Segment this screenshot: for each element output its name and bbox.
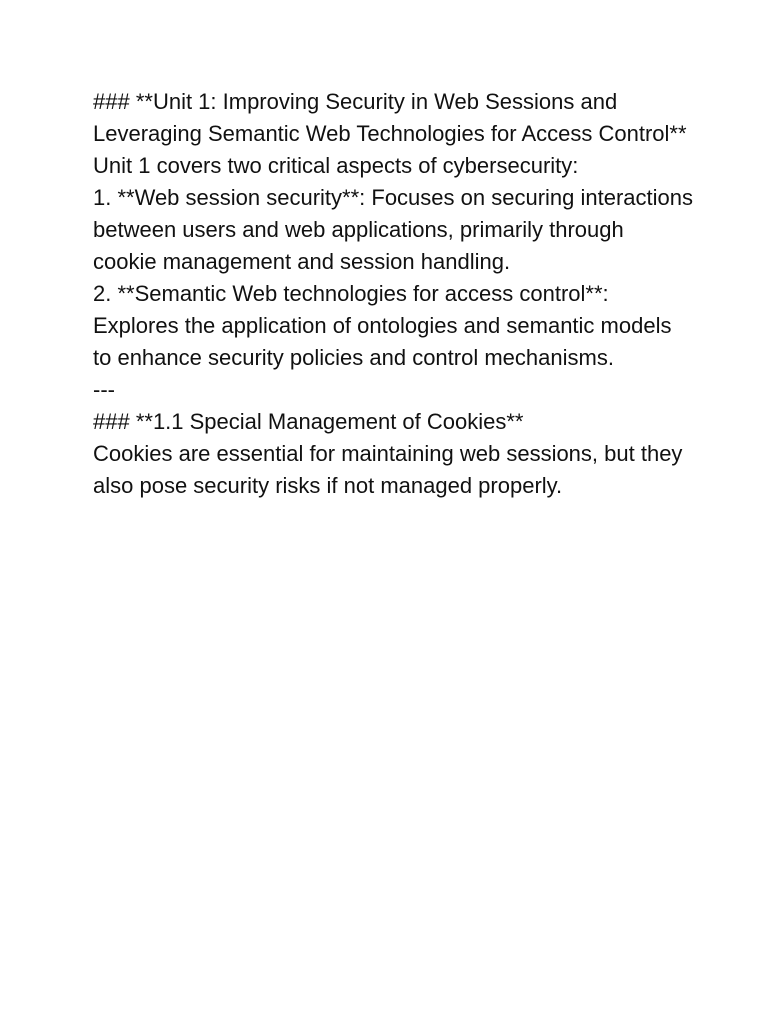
intro-paragraph: Unit 1 covers two critical aspects of cybersecurity: <box>93 153 579 178</box>
cookies-paragraph: Cookies are essential for maintaining web sessions, but they also pose security risks if not managed properly. <box>93 441 683 498</box>
document-page <box>93 86 693 502</box>
unit-heading: ### **Unit 1: Improving Security in Web Sessions and Leveraging Semantic Web Technologies for Access Control** <box>93 89 687 146</box>
section-divider: --- <box>93 377 115 402</box>
section-heading-cookies: ### **1.1 Special Management of Cookies** <box>93 409 524 434</box>
list-item-semantic-web-access-control: 2. **Semantic Web technologies for access control**: Explores the application of ontologies and semantic models to enhance security policies and control mechanisms. <box>93 281 672 370</box>
list-item-web-session-security: 1. **Web session security**: Focuses on securing interactions between users and web applications, primarily through cookie management and session handling. <box>93 185 693 274</box>
